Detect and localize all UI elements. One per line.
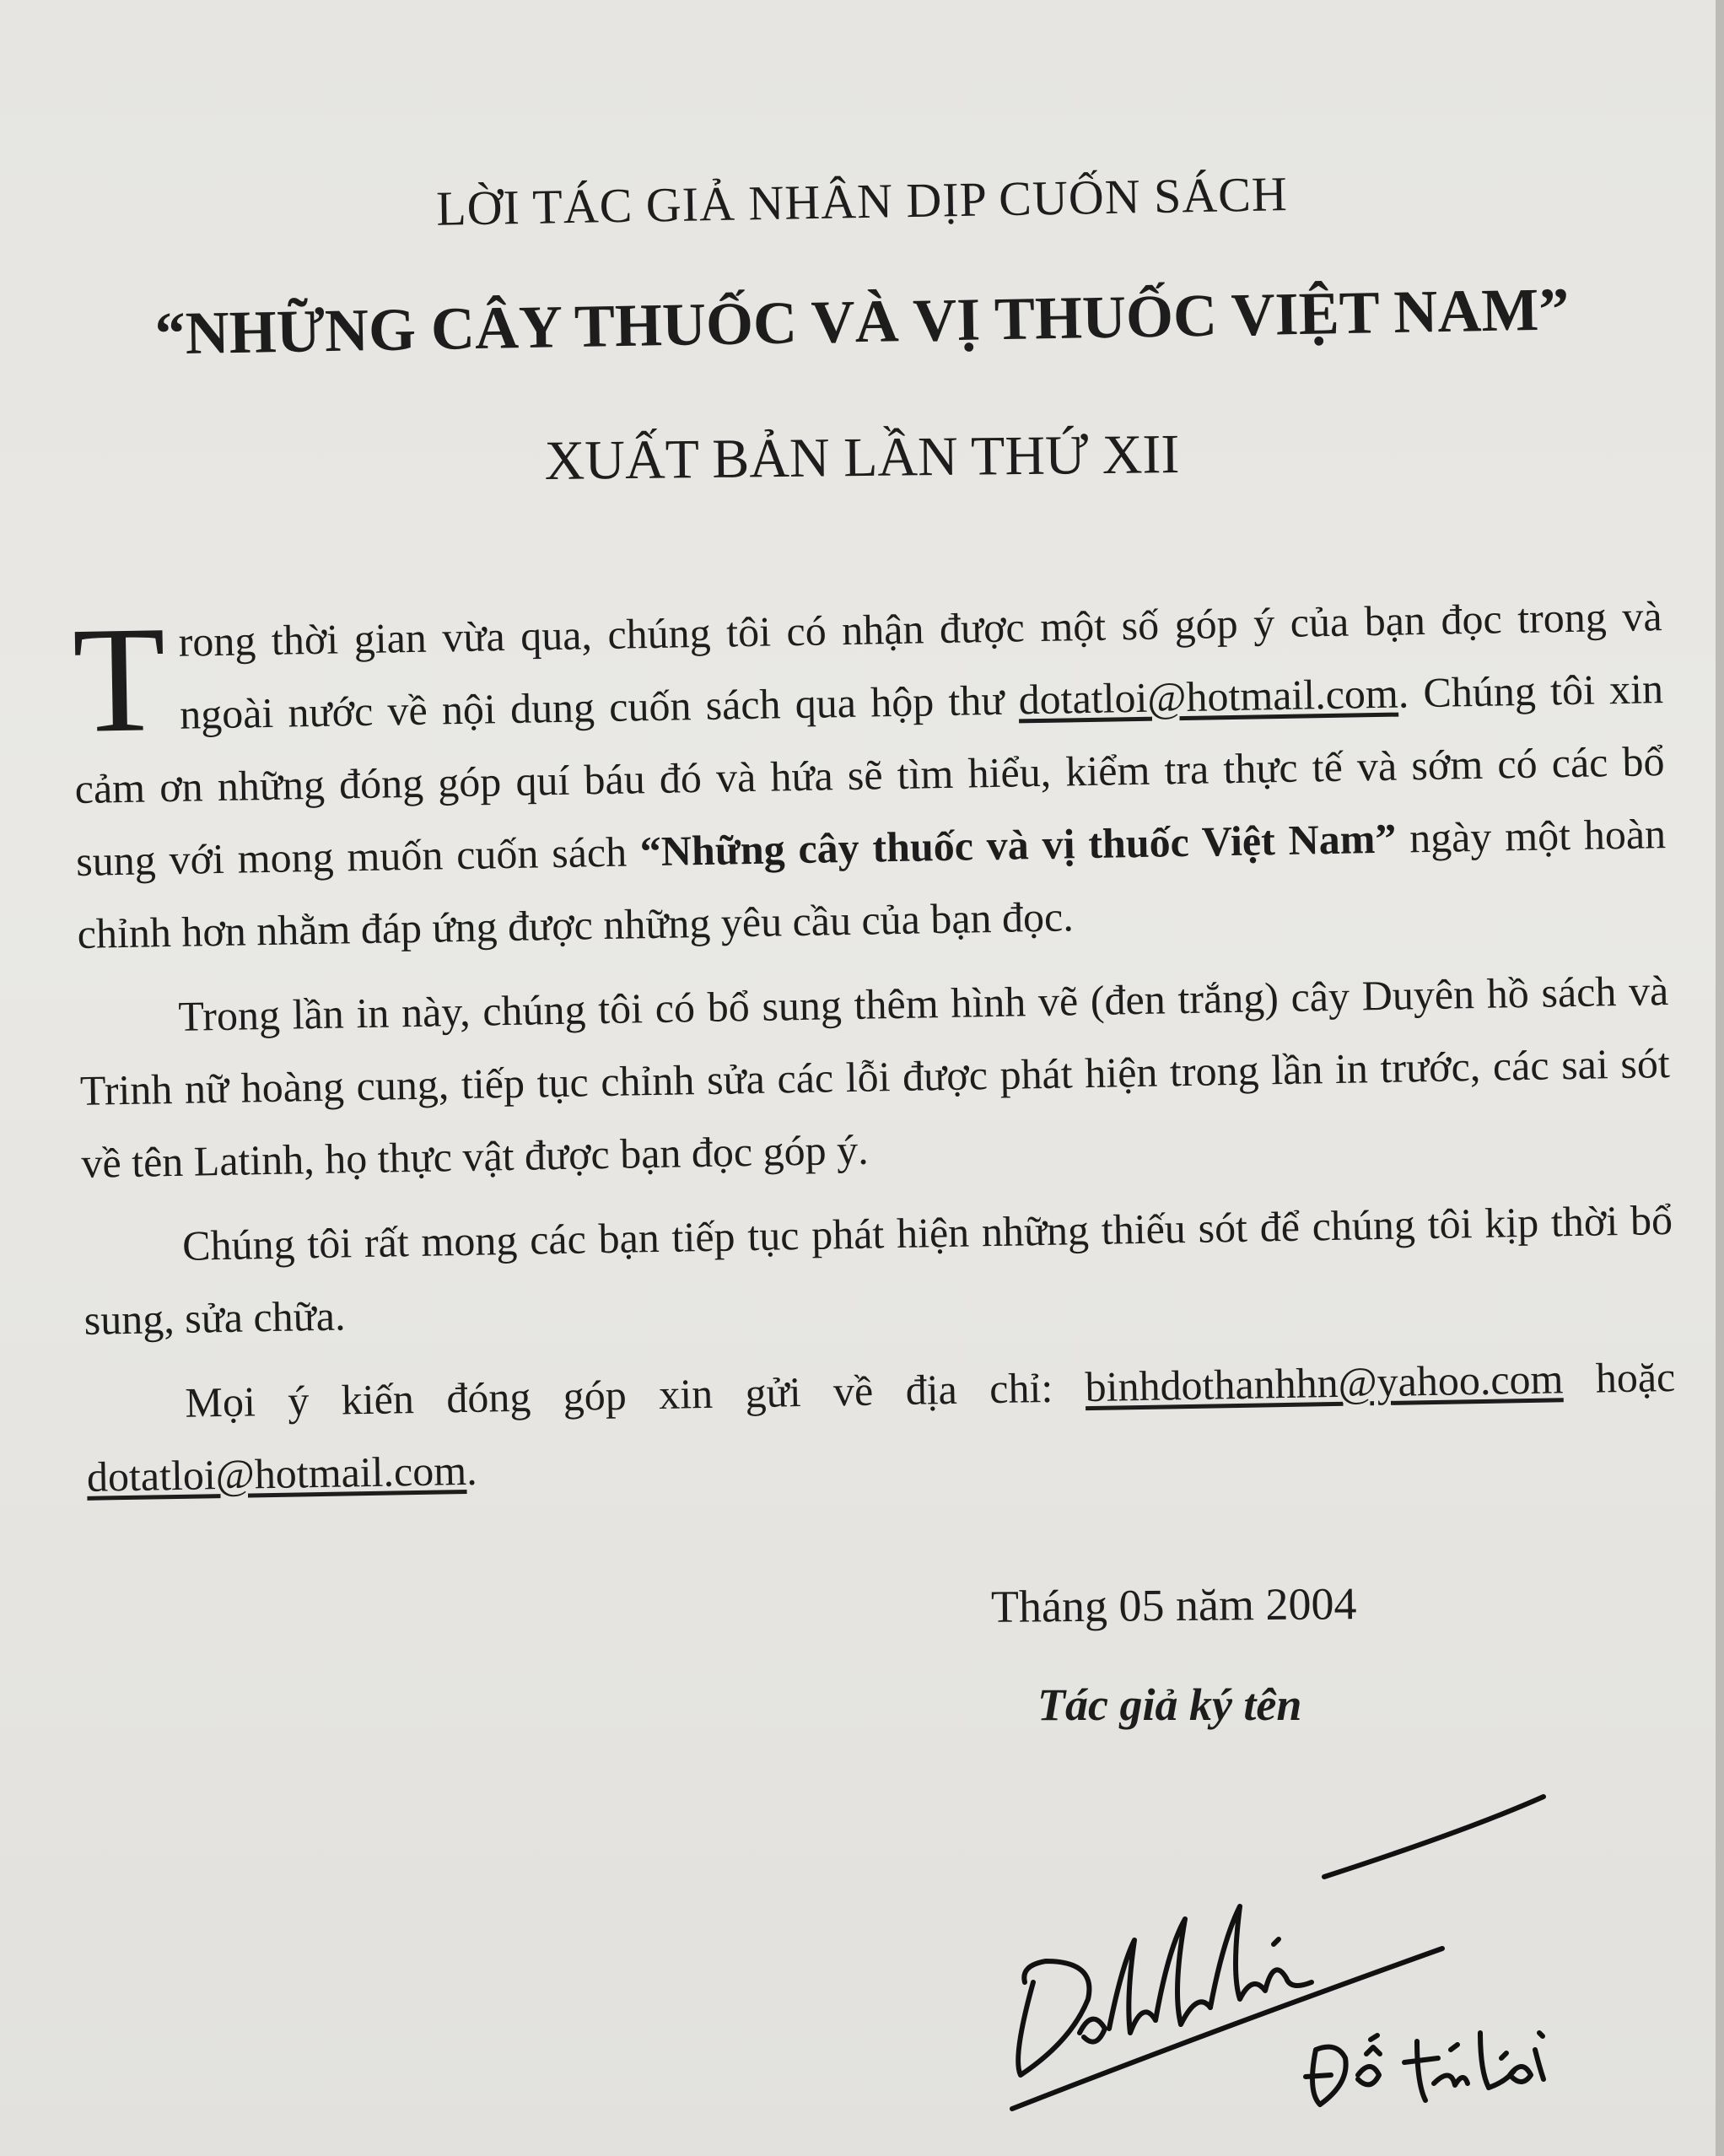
closing-date: Tháng 05 năm 2004 [990, 1578, 1357, 1632]
paragraph-4-text-a: Mọi ý kiến đóng góp xin gửi về địa chỉ: [184, 1363, 1086, 1426]
dropcap-letter: T [71, 595, 168, 764]
signature-label: Tác giả ký tên [1037, 1679, 1302, 1730]
heading-preface: LỜI TÁC GIẢ NHÂN DỊP CUỐN SÁCH [435, 166, 1289, 236]
paragraph-1 [72, 579, 1667, 970]
paragraph-1-text-b: . Chúng tôi xin cảm ơn những đóng góp quí báu đó và hứa sẽ tìm hiểu, kiểm tra thực tế và sớm có các bổ sung với mong muốn cuốn sách [74, 665, 1665, 885]
paragraph-1-text-c: ngày một hoàn chỉnh hơn nhằm đáp ứng được những yêu cầu của bạn đọc. [77, 810, 1667, 957]
paragraph-1-text-a: rong thời gian vừa qua, chúng tôi có nhận được một số góp ý của bạn đọc trong và ngoài nước về nội dung cuốn sách qua hộp thư [178, 592, 1662, 738]
heading-book-title: “NHỮNG CÂY THUỐC VÀ VỊ THUỐC VIỆT NAM” [154, 275, 1570, 368]
heading-edition: XUẤT BẢN LẦN THỨ XII [544, 423, 1180, 492]
email-link-dotatloi: dotatloi@hotmail.com [1018, 669, 1399, 724]
paragraph-4-text-b: hoặc [1562, 1352, 1676, 1403]
paragraph-2: Trong lần in này, chúng tôi có bổ sung thêm hình vẽ (đen trắng) cây Duyên hồ sách và Trinh nữ hoàng cung, tiếp tục chỉnh sửa các lỗi được phát hiện trong lần in trước, các sai sót về tên Latinh, họ thực vật được bạn đọc góp ý. [79, 967, 1671, 1187]
paragraph-4-text-c: . [466, 1446, 478, 1494]
email-link-dotatloi-2: dotatloi@hotmail.com [86, 1446, 467, 1501]
book-title-inline: “Những cây thuốc và vị thuốc Việt Nam” [639, 814, 1397, 876]
paragraph-4 [85, 1340, 1678, 1513]
handwritten-signature [995, 1780, 1586, 2134]
email-link-binhdothanhhn: binhdothanhhn@yahoo.com [1085, 1355, 1564, 1411]
paragraph-3: Chúng tôi rất mong các bạn tiếp tục phát hiện những thiếu sót để chúng tôi kịp thời bổ sung, sửa chữa. [84, 1195, 1673, 1344]
body-text [72, 579, 1678, 1525]
